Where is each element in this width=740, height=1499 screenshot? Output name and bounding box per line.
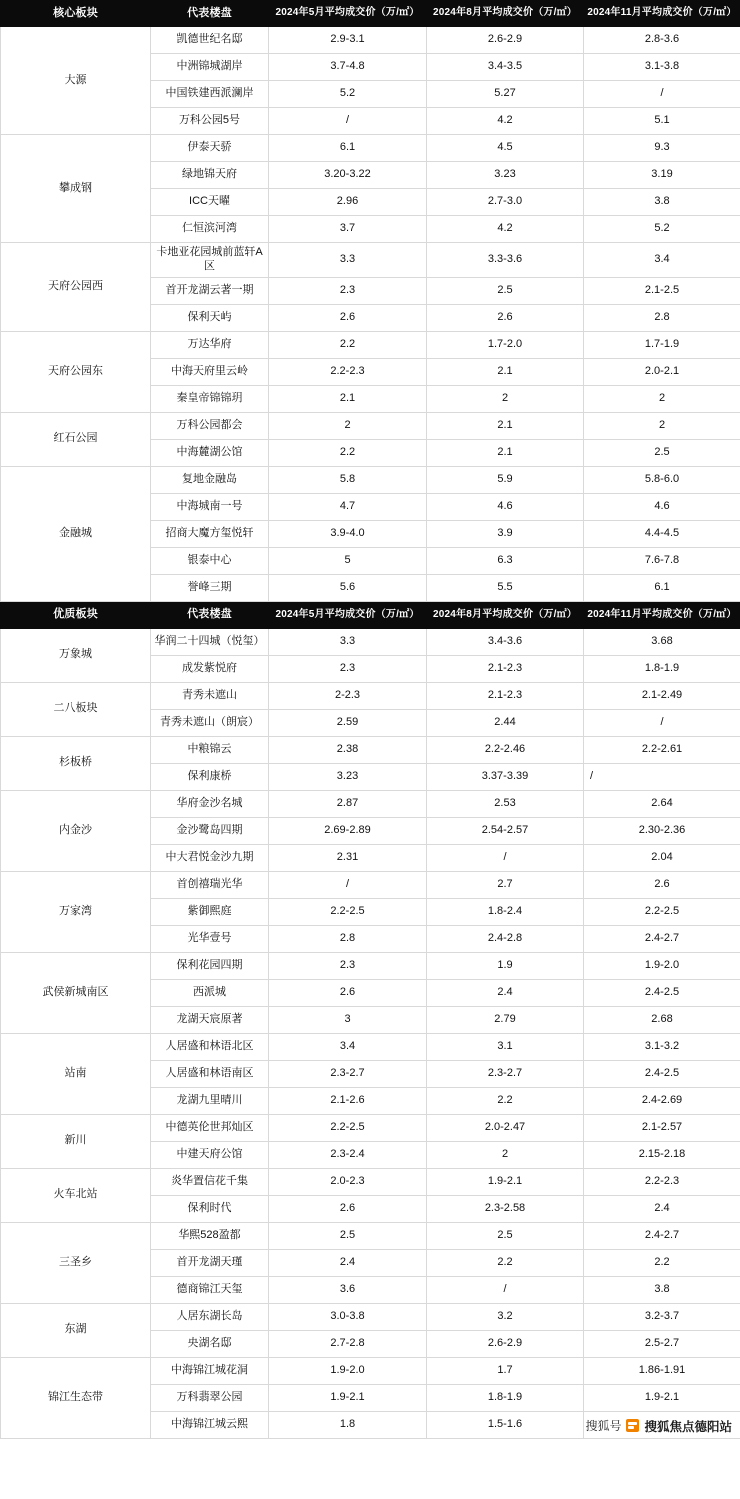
- column-header: 2024年11月平均成交价（万/㎡）: [584, 602, 740, 628]
- table-row: [1, 412, 740, 439]
- price-cell-may: 2.2-2.5: [269, 1114, 427, 1141]
- price-cell-aug: 2.1: [427, 358, 584, 385]
- price-cell-nov: 3.8: [584, 1276, 740, 1303]
- price-cell-may: 2.9-3.1: [269, 27, 427, 54]
- price-cell-nov: 2.0-2.1: [584, 358, 740, 385]
- table-row: [1, 952, 740, 979]
- price-cell-may: 2.3: [269, 952, 427, 979]
- price-cell-aug: 5.9: [427, 466, 584, 493]
- project-name-cell: 青秀未遮山: [151, 682, 269, 709]
- price-cell-may: 2.6: [269, 1195, 427, 1222]
- project-name-cell: 华府金沙名城: [151, 790, 269, 817]
- price-cell-aug: 5.5: [427, 574, 584, 601]
- price-cell-nov: 2.68: [584, 1006, 740, 1033]
- price-cell-may: 5.6: [269, 574, 427, 601]
- project-name-cell: 人居盛和林语北区: [151, 1033, 269, 1060]
- price-cell-may: 2.3: [269, 277, 427, 304]
- price-cell-nov: 2.2-2.3: [584, 1168, 740, 1195]
- project-name-cell: 炎华置信花千集: [151, 1168, 269, 1195]
- price-cell-aug: 2.1-2.3: [427, 682, 584, 709]
- price-cell-may: 2.8: [269, 925, 427, 952]
- price-cell-may: 5.8: [269, 466, 427, 493]
- project-name-cell: 华熙528盈都: [151, 1222, 269, 1249]
- price-cell-nov: 2: [584, 385, 740, 412]
- price-cell-nov: 6.1: [584, 574, 740, 601]
- project-name-cell: 西派城: [151, 979, 269, 1006]
- price-cell-aug: 2.5: [427, 1222, 584, 1249]
- price-cell-may: 3: [269, 1006, 427, 1033]
- price-cell-aug: 2.1: [427, 439, 584, 466]
- price-cell-may: 2.3-2.7: [269, 1060, 427, 1087]
- price-cell-nov: 2.4-2.7: [584, 1222, 740, 1249]
- price-cell-nov: /: [584, 763, 740, 790]
- price-cell-aug: 2.1-2.3: [427, 655, 584, 682]
- column-header: 2024年8月平均成交价（万/㎡）: [427, 602, 584, 628]
- price-cell-aug: /: [427, 844, 584, 871]
- project-name-cell: 首开龙湖云著一期: [151, 277, 269, 304]
- price-cell-may: 2.3-2.4: [269, 1141, 427, 1168]
- price-cell-may: 2.31: [269, 844, 427, 871]
- price-cell-nov: 1.9-2.1: [584, 1384, 740, 1411]
- project-name-cell: 中德英伦世邦灿区: [151, 1114, 269, 1141]
- price-cell-nov: 3.8: [584, 189, 740, 216]
- price-cell-nov: /: [584, 709, 740, 736]
- price-cell-aug: /: [427, 1276, 584, 1303]
- price-cell-nov: 3.1-3.8: [584, 54, 740, 81]
- price-cell-nov: 2.64: [584, 790, 740, 817]
- price-cell-nov: 2.2-2.61: [584, 736, 740, 763]
- price-cell-nov: 2.4: [584, 1195, 740, 1222]
- price-cell-nov: 2.5-2.7: [584, 1330, 740, 1357]
- price-cell-aug: 2.6: [427, 304, 584, 331]
- price-cell-may: 2.1: [269, 385, 427, 412]
- project-name-cell: 誉峰三期: [151, 574, 269, 601]
- price-cell-may: 2.38: [269, 736, 427, 763]
- price-cell-aug: 2.6-2.9: [427, 1330, 584, 1357]
- price-cell-may: 3.7-4.8: [269, 54, 427, 81]
- project-name-cell: 仁恒滨河湾: [151, 216, 269, 243]
- project-name-cell: 万科翡翠公园: [151, 1384, 269, 1411]
- table-row: [1, 135, 740, 162]
- table-header-row: [1, 1, 740, 27]
- price-cell-nov: 2: [584, 412, 740, 439]
- quality-sectors-table: [0, 602, 740, 1439]
- price-cell-may: 4.7: [269, 493, 427, 520]
- column-header: 2024年8月平均成交价（万/㎡）: [427, 1, 584, 27]
- project-name-cell: 光华壹号: [151, 925, 269, 952]
- price-cell-aug: 1.5-1.6: [427, 1411, 584, 1438]
- sector-cell: 三圣乡: [1, 1222, 151, 1303]
- price-cell-may: 2.87: [269, 790, 427, 817]
- project-name-cell: 中海城南一号: [151, 493, 269, 520]
- price-cell-may: 2.5: [269, 1222, 427, 1249]
- project-name-cell: 招商大魔方玺悦轩: [151, 520, 269, 547]
- price-cell-aug: 3.4-3.6: [427, 628, 584, 655]
- project-name-cell: 银泰中心: [151, 547, 269, 574]
- price-cell-nov: 2.2: [584, 1249, 740, 1276]
- price-cell-aug: 2: [427, 1141, 584, 1168]
- price-cell-nov: /: [584, 81, 740, 108]
- price-cell-nov: 2.1-2.57: [584, 1114, 740, 1141]
- price-cell-nov: 9.3: [584, 135, 740, 162]
- price-cell-aug: 2.6-2.9: [427, 27, 584, 54]
- price-cell-aug: 1.8-2.4: [427, 898, 584, 925]
- price-cell-aug: 3.37-3.39: [427, 763, 584, 790]
- project-name-cell: 伊泰天骄: [151, 135, 269, 162]
- price-cell-nov: 2.6: [584, 871, 740, 898]
- table-row: [1, 1168, 740, 1195]
- project-name-cell: 复地金融岛: [151, 466, 269, 493]
- price-cell-aug: 6.3: [427, 547, 584, 574]
- project-name-cell: 人居东湖长岛: [151, 1303, 269, 1330]
- price-cell-aug: 3.3-3.6: [427, 243, 584, 278]
- project-name-cell: 保利康桥: [151, 763, 269, 790]
- table-row: [1, 1303, 740, 1330]
- project-name-cell: 中国铁建西派澜岸: [151, 81, 269, 108]
- watermark: [585, 1417, 732, 1435]
- project-name-cell: 人居盛和林语南区: [151, 1060, 269, 1087]
- project-name-cell: 成发紫悦府: [151, 655, 269, 682]
- price-cell-nov: 5.8-6.0: [584, 466, 740, 493]
- price-cell-may: 5.2: [269, 81, 427, 108]
- table-row: [1, 1357, 740, 1384]
- sector-cell: 武侯新城南区: [1, 952, 151, 1033]
- price-cell-may: 2.69-2.89: [269, 817, 427, 844]
- core-sectors-table: [0, 0, 740, 602]
- price-cell-may: 2.6: [269, 304, 427, 331]
- price-cell-aug: 5.27: [427, 81, 584, 108]
- column-header: 核心板块: [1, 1, 151, 27]
- price-cell-nov: 2.8: [584, 304, 740, 331]
- table-row: [1, 1033, 740, 1060]
- table-row: [1, 628, 740, 655]
- table-row: [1, 682, 740, 709]
- price-cell-may: 1.9-2.0: [269, 1357, 427, 1384]
- project-name-cell: ICC天曜: [151, 189, 269, 216]
- price-cell-nov: 2.8-3.6: [584, 27, 740, 54]
- sohu-logo-icon: [626, 1419, 639, 1432]
- column-header: 2024年11月平均成交价（万/㎡）: [584, 1, 740, 27]
- project-name-cell: 首创禧瑞光华: [151, 871, 269, 898]
- price-cell-nov: 2.1-2.5: [584, 277, 740, 304]
- price-cell-aug: 4.2: [427, 108, 584, 135]
- price-cell-aug: 2.53: [427, 790, 584, 817]
- price-cell-may: 3.4: [269, 1033, 427, 1060]
- price-cell-nov: 2.4-2.5: [584, 1060, 740, 1087]
- price-cell-nov: 3.4: [584, 243, 740, 278]
- project-name-cell: 金沙鹭岛四期: [151, 817, 269, 844]
- sector-cell: 二八板块: [1, 682, 151, 736]
- price-cell-aug: 2.4: [427, 979, 584, 1006]
- price-cell-may: 2.2: [269, 439, 427, 466]
- price-cell-aug: 4.6: [427, 493, 584, 520]
- price-cell-nov: 3.19: [584, 162, 740, 189]
- price-cell-may: /: [269, 108, 427, 135]
- price-cell-nov: 3.1-3.2: [584, 1033, 740, 1060]
- sector-cell: 万象城: [1, 628, 151, 682]
- price-cell-may: 2.4: [269, 1249, 427, 1276]
- price-cell-aug: 2.7: [427, 871, 584, 898]
- price-cell-nov: 2.5: [584, 439, 740, 466]
- price-cell-aug: 2.3-2.58: [427, 1195, 584, 1222]
- project-name-cell: 紫御熙庭: [151, 898, 269, 925]
- table-row: [1, 466, 740, 493]
- project-name-cell: 绿地锦天府: [151, 162, 269, 189]
- price-cell-may: 2.0-2.3: [269, 1168, 427, 1195]
- price-cell-aug: 2.7-3.0: [427, 189, 584, 216]
- price-cell-nov: 5.2: [584, 216, 740, 243]
- price-cell-nov: 2.04: [584, 844, 740, 871]
- project-name-cell: 保利花园四期: [151, 952, 269, 979]
- sector-cell: 火车北站: [1, 1168, 151, 1222]
- price-cell-nov: 4.4-4.5: [584, 520, 740, 547]
- project-name-cell: 中粮锦云: [151, 736, 269, 763]
- price-cell-aug: 2.44: [427, 709, 584, 736]
- price-cell-nov: 3.68: [584, 628, 740, 655]
- price-cell-may: 2.1-2.6: [269, 1087, 427, 1114]
- table-row: [1, 331, 740, 358]
- sector-cell: 红石公园: [1, 412, 151, 466]
- price-cell-may: 3.3: [269, 243, 427, 278]
- price-cell-may: /: [269, 871, 427, 898]
- column-header: 2024年5月平均成交价（万/㎡）: [269, 602, 427, 628]
- price-cell-nov: 1.8-1.9: [584, 655, 740, 682]
- price-cell-aug: 3.1: [427, 1033, 584, 1060]
- price-cell-may: 2: [269, 412, 427, 439]
- price-cell-aug: 2.4-2.8: [427, 925, 584, 952]
- price-cell-nov: 2.1-2.49: [584, 682, 740, 709]
- sector-cell: 攀成钢: [1, 135, 151, 243]
- sector-cell: 万家湾: [1, 871, 151, 952]
- column-header: 代表楼盘: [151, 1, 269, 27]
- price-cell-aug: 4.5: [427, 135, 584, 162]
- project-name-cell: 中洲锦城湖岸: [151, 54, 269, 81]
- price-cell-aug: 1.7-2.0: [427, 331, 584, 358]
- project-name-cell: 万科公园都会: [151, 412, 269, 439]
- price-cell-nov: 1.86-1.91: [584, 1357, 740, 1384]
- price-cell-may: 2.7-2.8: [269, 1330, 427, 1357]
- price-cell-nov: 1.7-1.9: [584, 331, 740, 358]
- project-name-cell: 华润二十四城（悦玺）: [151, 628, 269, 655]
- price-cell-aug: 1.7: [427, 1357, 584, 1384]
- price-cell-aug: 3.9: [427, 520, 584, 547]
- price-cell-nov: 2.30-2.36: [584, 817, 740, 844]
- project-name-cell: 卡地亚花园城前蓝轩A区: [151, 243, 269, 278]
- price-cell-may: 6.1: [269, 135, 427, 162]
- price-cell-aug: 2.1: [427, 412, 584, 439]
- price-cell-may: 2.96: [269, 189, 427, 216]
- column-header: 2024年5月平均成交价（万/㎡）: [269, 1, 427, 27]
- price-cell-aug: 3.2: [427, 1303, 584, 1330]
- project-name-cell: 龙湖九里晴川: [151, 1087, 269, 1114]
- price-cell-nov: 2.4-2.5: [584, 979, 740, 1006]
- price-cell-nov: 5.1: [584, 108, 740, 135]
- project-name-cell: 保利天屿: [151, 304, 269, 331]
- price-cell-nov: 3.2-3.7: [584, 1303, 740, 1330]
- project-name-cell: 万达华府: [151, 331, 269, 358]
- price-cell-nov: 2.2-2.5: [584, 898, 740, 925]
- price-cell-may: 2.6: [269, 979, 427, 1006]
- price-cell-may: 2.2-2.3: [269, 358, 427, 385]
- price-cell-may: 3.0-3.8: [269, 1303, 427, 1330]
- project-name-cell: 央湖名邸: [151, 1330, 269, 1357]
- price-cell-aug: 4.2: [427, 216, 584, 243]
- project-name-cell: 中建天府公馆: [151, 1141, 269, 1168]
- price-cell-aug: 2.0-2.47: [427, 1114, 584, 1141]
- price-cell-aug: 2.3-2.7: [427, 1060, 584, 1087]
- price-cell-nov: 1.9-2.0: [584, 952, 740, 979]
- price-cell-may: 3.23: [269, 763, 427, 790]
- price-cell-may: 2.3: [269, 655, 427, 682]
- sector-cell: 杉板桥: [1, 736, 151, 790]
- price-cell-nov: 2.4-2.7: [584, 925, 740, 952]
- project-name-cell: 首开龙湖天瑾: [151, 1249, 269, 1276]
- table-row: [1, 243, 740, 278]
- table-row: [1, 790, 740, 817]
- project-name-cell: 中海锦江城云熙: [151, 1411, 269, 1438]
- price-cell-may: 3.20-3.22: [269, 162, 427, 189]
- project-name-cell: 中海天府里云岭: [151, 358, 269, 385]
- price-cell-may: 2-2.3: [269, 682, 427, 709]
- table-row: [1, 1222, 740, 1249]
- project-name-cell: 中大君悦金沙九期: [151, 844, 269, 871]
- project-name-cell: 万科公园5号: [151, 108, 269, 135]
- project-name-cell: 青秀未遮山（朗宸）: [151, 709, 269, 736]
- price-cell-aug: 2: [427, 385, 584, 412]
- project-name-cell: 中海麓湖公馆: [151, 439, 269, 466]
- price-cell-nov: 2.4-2.69: [584, 1087, 740, 1114]
- price-cell-aug: 2.2-2.46: [427, 736, 584, 763]
- price-cell-aug: 2.2: [427, 1249, 584, 1276]
- price-cell-aug: 2.79: [427, 1006, 584, 1033]
- sector-cell: 新川: [1, 1114, 151, 1168]
- project-name-cell: 秦皇帝锦锦玥: [151, 385, 269, 412]
- project-name-cell: 凯德世纪名邸: [151, 27, 269, 54]
- price-cell-may: 3.3: [269, 628, 427, 655]
- price-cell-nov: 7.6-7.8: [584, 547, 740, 574]
- price-cell-may: 1.8: [269, 1411, 427, 1438]
- price-cell-aug: 2.5: [427, 277, 584, 304]
- price-cell-aug: 3.23: [427, 162, 584, 189]
- price-cell-aug: 1.8-1.9: [427, 1384, 584, 1411]
- project-name-cell: 龙湖天宸原著: [151, 1006, 269, 1033]
- price-cell-aug: 1.9-2.1: [427, 1168, 584, 1195]
- sector-cell: 东湖: [1, 1303, 151, 1357]
- price-cell-nov: 4.6: [584, 493, 740, 520]
- price-cell-may: 3.7: [269, 216, 427, 243]
- price-cell-may: 5: [269, 547, 427, 574]
- project-name-cell: 中海锦江城花洞: [151, 1357, 269, 1384]
- price-cell-aug: 1.9: [427, 952, 584, 979]
- project-name-cell: 保利时代: [151, 1195, 269, 1222]
- price-cell-aug: 2.54-2.57: [427, 817, 584, 844]
- price-cell-may: 2.2: [269, 331, 427, 358]
- column-header: 代表楼盘: [151, 602, 269, 628]
- table-row: [1, 1114, 740, 1141]
- watermark-text: 搜狐焦点德阳站: [644, 1419, 732, 1434]
- table-row: [1, 736, 740, 763]
- price-cell-may: 1.9-2.1: [269, 1384, 427, 1411]
- sector-cell: 站南: [1, 1033, 151, 1114]
- table-header-row: [1, 602, 740, 628]
- price-cell-aug: 2.2: [427, 1087, 584, 1114]
- price-cell-may: 2.2-2.5: [269, 898, 427, 925]
- sector-cell: 金融城: [1, 466, 151, 601]
- sector-cell: 天府公园西: [1, 243, 151, 332]
- price-cell-nov: 2.15-2.18: [584, 1141, 740, 1168]
- sector-cell: 天府公园东: [1, 331, 151, 412]
- price-cell-may: 3.6: [269, 1276, 427, 1303]
- watermark-label: 搜狐号: [585, 1419, 622, 1433]
- table-row: [1, 27, 740, 54]
- price-cell-aug: 3.4-3.5: [427, 54, 584, 81]
- column-header: 优质板块: [1, 602, 151, 628]
- table-row: [1, 871, 740, 898]
- sector-cell: 内金沙: [1, 790, 151, 871]
- price-cell-may: 2.59: [269, 709, 427, 736]
- sector-cell: 锦江生态带: [1, 1357, 151, 1438]
- price-cell-may: 3.9-4.0: [269, 520, 427, 547]
- sector-cell: 大源: [1, 27, 151, 135]
- project-name-cell: 德商锦江天玺: [151, 1276, 269, 1303]
